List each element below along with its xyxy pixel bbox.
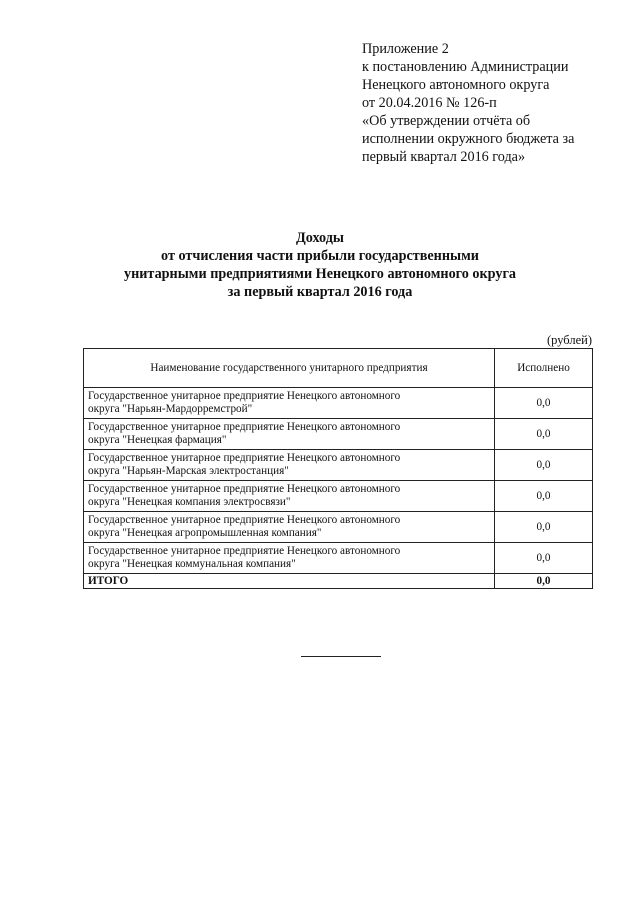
executed-value-cell: 0,0	[495, 481, 593, 512]
appendix-line: «Об утверждении отчёта об	[362, 113, 531, 129]
enterprise-name-cell	[84, 388, 495, 419]
table-row	[84, 512, 593, 543]
column-header-name: Наименование государственного унитарного предприятия	[84, 349, 495, 388]
revenue-table	[83, 348, 593, 589]
executed-value-cell: 0,0	[495, 419, 593, 450]
appendix-line: Приложение 2	[362, 41, 449, 57]
units-label: (рублей)	[546, 333, 592, 347]
enterprise-name-cell	[84, 512, 495, 543]
enterprise-name-line: Государственное унитарное предприятие Ненецкого автономного	[88, 514, 401, 526]
appendix-line: к постановлению Администрации	[362, 59, 569, 75]
enterprise-name-line: округа "Ненецкая агропромышленная компания"	[88, 527, 322, 539]
appendix-line: исполнении окружного бюджета за	[362, 131, 575, 147]
enterprise-name-line: Государственное унитарное предприятие Ненецкого автономного	[88, 452, 401, 464]
table-row	[84, 481, 593, 512]
executed-value-cell: 0,0	[495, 450, 593, 481]
executed-value-cell: 0,0	[495, 388, 593, 419]
title-line: Доходы	[296, 230, 344, 246]
enterprise-name-line: округа "Ненецкая компания электросвязи"	[88, 496, 291, 508]
executed-value-cell: 0,0	[495, 512, 593, 543]
appendix-line: первый квартал 2016 года»	[362, 149, 526, 165]
table-row	[84, 543, 593, 574]
enterprise-name-cell	[84, 543, 495, 574]
enterprise-name-line: Государственное унитарное предприятие Ненецкого автономного	[88, 390, 401, 402]
enterprise-name-line: округа "Нарьян-Мардорремстрой"	[88, 403, 253, 415]
table-row	[84, 388, 593, 419]
enterprise-name-cell	[84, 419, 495, 450]
title-line: за первый квартал 2016 года	[227, 284, 413, 300]
enterprise-name-line: округа "Нарьян-Марская электростанция"	[88, 465, 289, 477]
closing-divider	[301, 656, 381, 657]
appendix-block	[362, 40, 632, 166]
appendix-line: Ненецкого автономного округа	[362, 77, 550, 93]
document-title	[60, 229, 580, 301]
table-header-row	[84, 349, 593, 388]
appendix-line: от 20.04.2016 № 126-п	[362, 95, 497, 111]
enterprise-name-line: округа "Ненецкая фармация"	[88, 434, 227, 446]
enterprise-name-line: Государственное унитарное предприятие Ненецкого автономного	[88, 545, 401, 557]
enterprise-name-line: округа "Ненецкая коммунальная компания"	[88, 558, 296, 570]
table-row	[84, 450, 593, 481]
enterprise-name-line: Государственное унитарное предприятие Ненецкого автономного	[88, 421, 401, 433]
title-line: от отчисления части прибыли государственными	[161, 248, 479, 264]
total-label: ИТОГО	[84, 574, 495, 589]
table-row	[84, 419, 593, 450]
title-line: унитарными предприятиями Ненецкого автономного округа	[123, 266, 516, 282]
total-row	[84, 574, 593, 589]
enterprise-name-line: Государственное унитарное предприятие Ненецкого автономного	[88, 483, 401, 495]
column-header-executed: Исполнено	[495, 349, 593, 388]
executed-value-cell: 0,0	[495, 543, 593, 574]
enterprise-name-cell	[84, 450, 495, 481]
enterprise-name-cell	[84, 481, 495, 512]
total-value: 0,0	[495, 574, 593, 589]
